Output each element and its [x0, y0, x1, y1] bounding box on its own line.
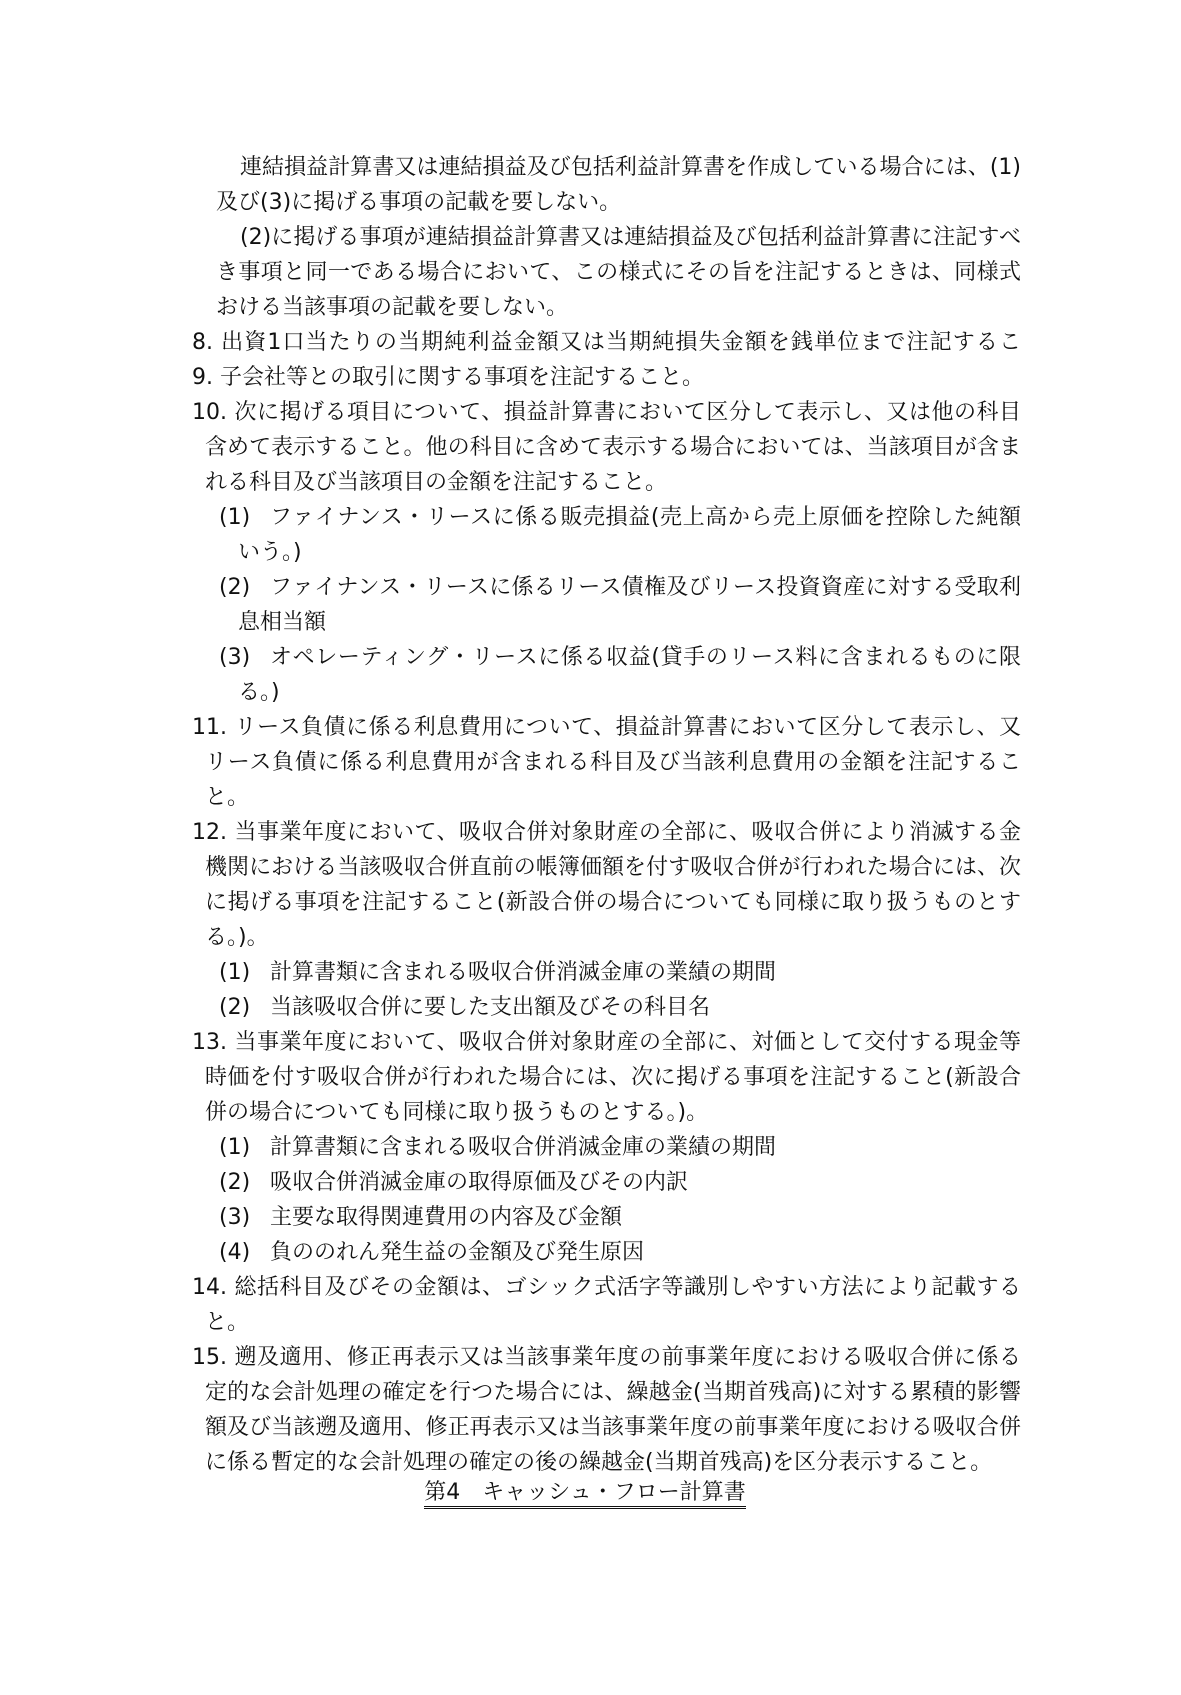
- text-line: に係る暫定的な会計処理の確定の後の繰越金(当期首残高)を区分表示すること。: [205, 1450, 993, 1475]
- text-line: 定的な会計処理の確定を行つた場合には、繰越金(当期首残高)に対する累積的影響: [205, 1380, 1021, 1405]
- text-line: と。: [205, 785, 250, 810]
- text-line: リース負債に係る利息費用が含まれる科目及び当該利息費用の金額を注記するこ: [205, 750, 1021, 775]
- text-line: 額及び当該遡及適用、修正再表示又は当該事業年度の前事業年度における吸収合併: [205, 1415, 1021, 1440]
- section-heading: [0, 1475, 1170, 1510]
- sub-item-text: ファイナンス・リースに係るリース債権及びリース投資資産に対する受取利: [270, 575, 1021, 600]
- sub-item-label: (1): [219, 1135, 251, 1160]
- section-heading-text: 第4 キャッシュ・フロー計算書: [424, 1480, 746, 1509]
- numbered-item-line: 10. 次に掲げる項目について、損益計算書において区分して表示し、又は他の科目: [192, 400, 1021, 425]
- text-line: 連結損益計算書又は連結損益及び包括利益計算書を作成している場合には、(1): [240, 155, 1021, 180]
- numbered-item-line: 11. リース負債に係る利息費用について、損益計算書において区分して表示し、又: [192, 715, 1021, 740]
- sub-item-text: 計算書類に含まれる吸収合併消滅金庫の業績の期間: [270, 1135, 777, 1160]
- sub-item-text: 主要な取得関連費用の内容及び金額: [270, 1205, 623, 1230]
- numbered-item-line: 8. 出資1口当たりの当期純利益金額又は当期純損失金額を銭単位まで注記するこ: [192, 330, 1021, 355]
- numbered-item-line: 9. 子会社等との取引に関する事項を注記すること。: [192, 365, 704, 390]
- text-line: 息相当額: [238, 610, 327, 635]
- text-line: 含めて表示すること。他の科目に含めて表示する場合においては、当該項目が含ま: [205, 435, 1021, 460]
- sub-item-label: (3): [219, 1205, 251, 1230]
- text-line: に掲げる事項を注記すること(新設合併の場合についても同様に取り扱うものとす: [205, 890, 1021, 915]
- sub-item-label: (2): [219, 1170, 251, 1195]
- sub-item-text: ファイナンス・リースに係る販売損益(売上高から売上原価を控除した純額: [270, 505, 1021, 530]
- sub-item-label: (3): [219, 645, 251, 670]
- text-line: 機関における当該吸収合併直前の帳簿価額を付す吸収合併が行われた場合には、次: [205, 855, 1021, 880]
- sub-item-label: (4): [219, 1240, 251, 1265]
- numbered-item-line: 13. 当事業年度において、吸収合併対象財産の全部に、対価として交付する現金等: [192, 1030, 1021, 1055]
- numbered-item-line: 12. 当事業年度において、吸収合併対象財産の全部に、吸収合併により消滅する金: [192, 820, 1021, 845]
- sub-item-text: オペレーティング・リースに係る収益(貸手のリース料に含まれるものに限: [270, 645, 1021, 670]
- text-line: る。): [238, 680, 280, 705]
- text-line: 及び(3)に掲げる事項の記載を要しない。: [216, 190, 622, 215]
- sub-item-text: 負ののれん発生益の金額及び発生原因: [270, 1240, 645, 1265]
- text-line: れる科目及び当該項目の金額を注記すること。: [205, 470, 668, 495]
- text-line: いう。): [238, 540, 302, 565]
- text-line: (2)に掲げる事項が連結損益計算書又は連結損益及び包括利益計算書に注記すべ: [240, 225, 1021, 250]
- sub-item-label: (1): [219, 960, 251, 985]
- text-line: 時価を付す吸収合併が行われた場合には、次に掲げる事項を注記すること(新設合: [205, 1065, 1021, 1090]
- sub-item-label: (2): [219, 575, 251, 600]
- sub-item-label: (2): [219, 995, 251, 1020]
- sub-item-text: 当該吸収合併に要した支出額及びその科目名: [270, 995, 711, 1020]
- text-line: き事項と同一である場合において、この様式にその旨を注記するときは、同様式: [216, 260, 1021, 285]
- sub-item-label: (1): [219, 505, 251, 530]
- numbered-item-line: 14. 総括科目及びその金額は、ゴシック式活字等識別しやすい方法により記載する: [192, 1275, 1021, 1300]
- text-line: と。: [205, 1310, 250, 1335]
- text-line: る。)。: [205, 925, 269, 950]
- sub-item-text: 吸収合併消滅金庫の取得原価及びその内訳: [270, 1170, 689, 1195]
- sub-item-text: 計算書類に含まれる吸収合併消滅金庫の業績の期間: [270, 960, 777, 985]
- text-line: おける当該事項の記載を要しない。: [216, 295, 569, 320]
- numbered-item-line: 15. 遡及適用、修正再表示又は当該事業年度の前事業年度における吸収合併に係る: [192, 1345, 1021, 1370]
- text-line: 併の場合についても同様に取り扱うものとする。)。: [205, 1100, 709, 1125]
